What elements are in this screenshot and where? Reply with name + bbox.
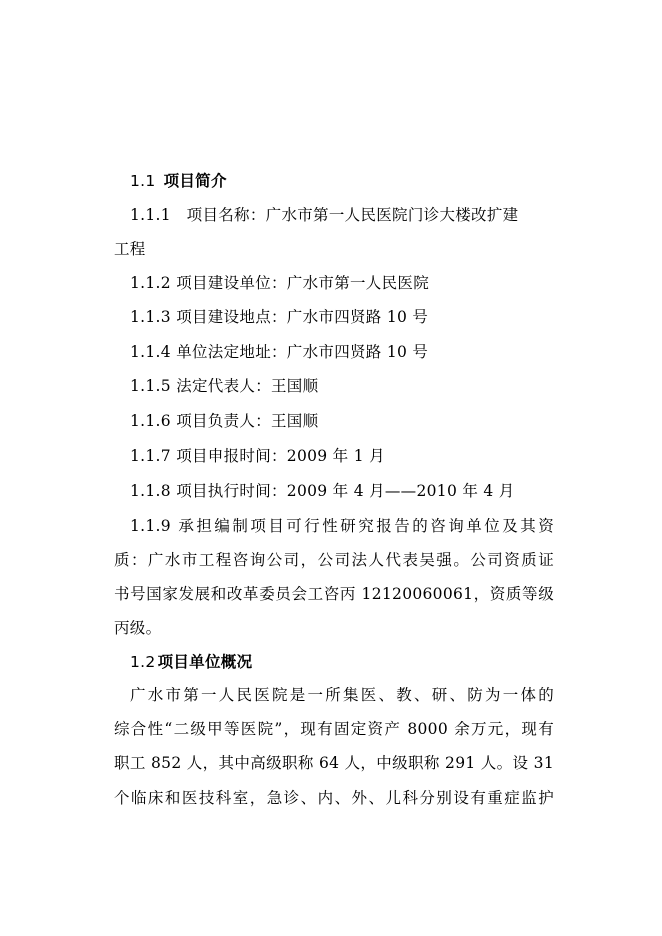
item-1-1-7: [130, 446, 580, 466]
item-text: 单位法定地址：广水市四贤路 10 号: [176, 343, 429, 361]
item-number: 1.1.6: [130, 412, 171, 430]
item-text: 项目名称：广水市第一人民医院门诊大楼改扩建: [186, 206, 519, 224]
item-1-1-1-continued: [114, 239, 564, 259]
item-1-1-9-line-2: 质：广水市工程咨询公司，公司法人代表吴强。公司资质证: [114, 551, 554, 569]
item-number: 1.1.5: [130, 377, 171, 395]
item-1-1-6: [130, 411, 580, 431]
item-number: 1.1.2: [130, 274, 171, 292]
item-number: 1.1.1: [130, 206, 171, 224]
item-text: 项目建设单位：广水市第一人民医院: [176, 274, 429, 292]
item-1-1-5: [130, 376, 580, 396]
item-text: 工程: [114, 240, 146, 258]
item-1-1-3: [130, 307, 580, 327]
section-number: 1.1: [130, 172, 156, 190]
overview-line-1: 广水市第一人民医院是一所集医、教、研、防为一体的: [130, 686, 554, 704]
item-text: 法定代表人：王国顺: [176, 377, 319, 395]
item-1-1-9-line-1: 1.1.9 承担编制项目可行性研究报告的咨询单位及其资: [130, 517, 554, 535]
item-number: 1.1.7: [130, 447, 171, 465]
overview-line-4: 个临床和医技科室，急诊、内、外、儿科分别设有重症监护: [114, 789, 554, 807]
item-text: 项目建设地点：广水市四贤路 10 号: [176, 308, 429, 326]
section-heading-1-1: [130, 171, 580, 191]
item-text: 项目负责人：王国顺: [176, 412, 319, 430]
overview-line-3: 职工 852 人，其中高级职称 64 人，中级职称 291 人。设 31: [114, 754, 554, 772]
item-1-1-8: [130, 481, 580, 501]
item-1-1-9-line-4: 丙级。: [114, 619, 162, 637]
item-text: 项目申报时间：2009 年 1 月: [176, 447, 385, 465]
item-1-1-4: [130, 342, 580, 362]
section-title: 项目简介: [163, 172, 227, 190]
section-title: 项目单位概况: [157, 653, 253, 671]
item-1-1-2: [130, 273, 580, 293]
item-text: 项目执行时间：2009 年 4 月——2010 年 4 月: [176, 482, 515, 500]
item-number: 1.1.3: [130, 308, 171, 326]
item-number: 1.1.8: [130, 482, 171, 500]
item-1-1-9-line-3: 书号国家发展和改革委员会工咨丙 12120060061，资质等级: [114, 585, 554, 603]
section-number: 1.2: [130, 653, 156, 671]
item-1-1-1: [130, 205, 580, 225]
overview-line-2: 综合性“二级甲等医院”，现有固定资产 8000 余万元，现有: [114, 720, 554, 738]
item-number: 1.1.4: [130, 343, 171, 361]
section-heading-1-2: [130, 652, 580, 672]
